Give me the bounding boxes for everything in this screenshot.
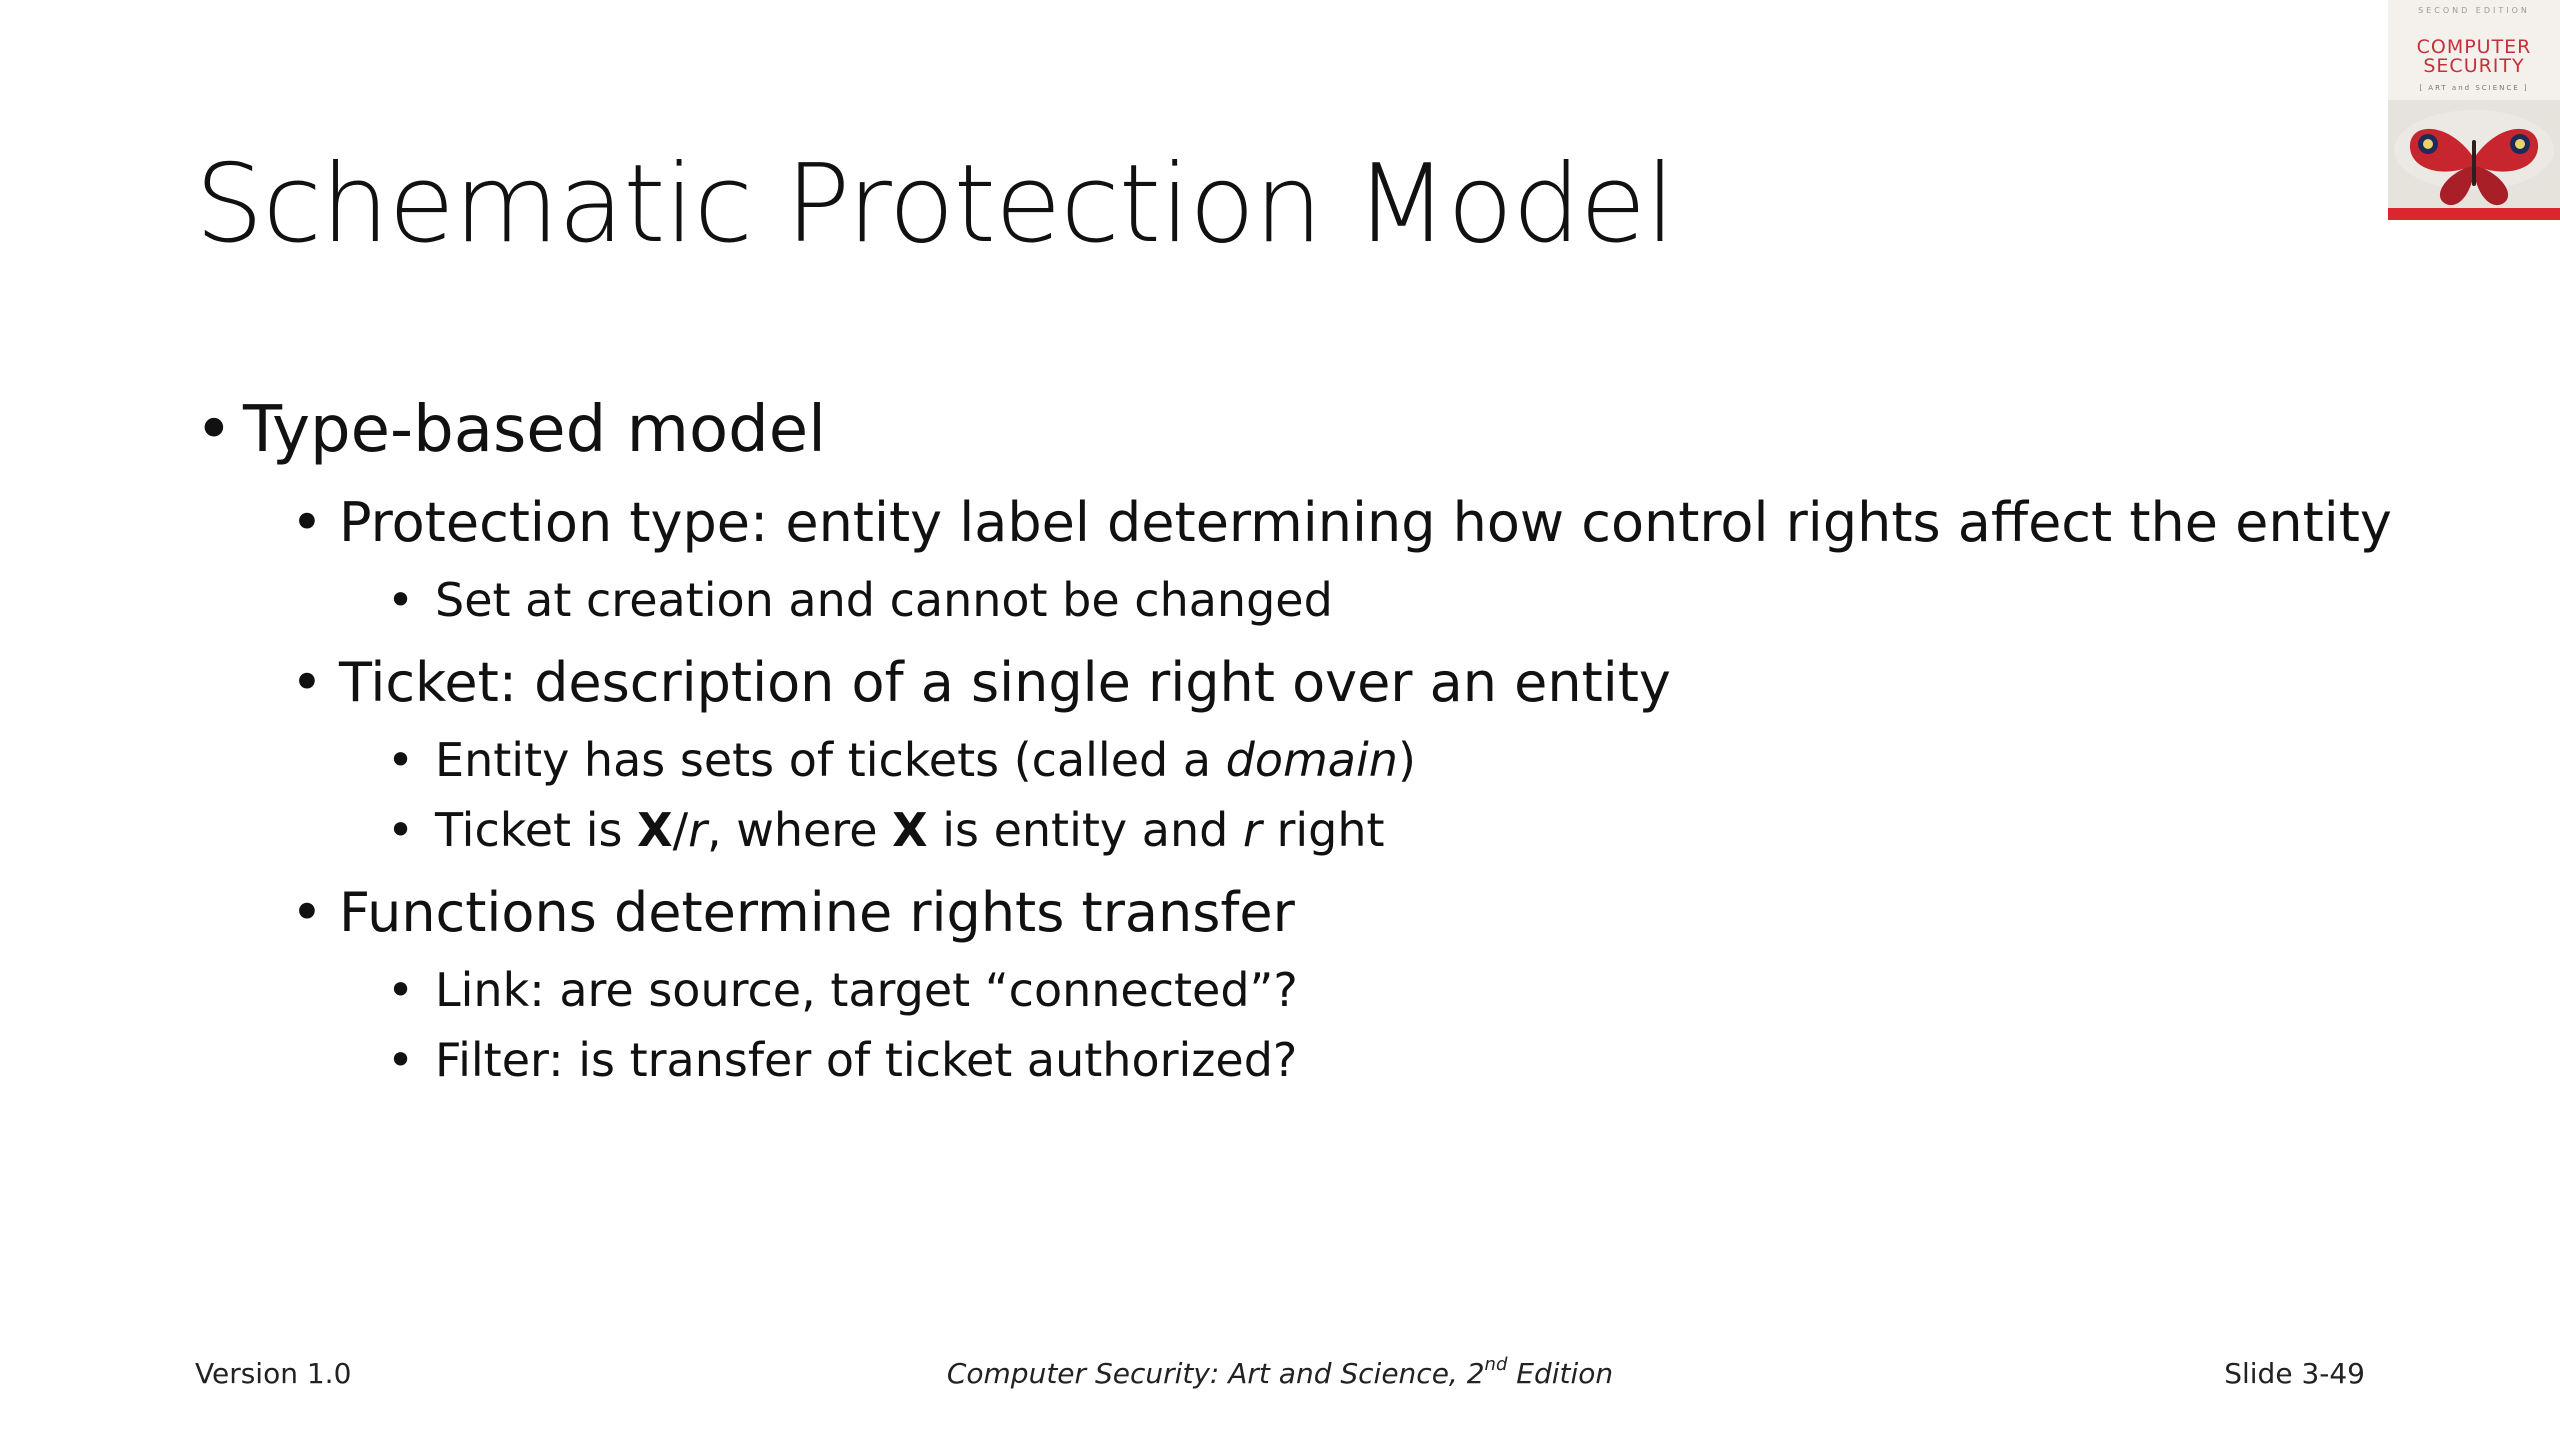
bullet-ticket: • Ticket: description of a single right over an entity	[195, 648, 2395, 718]
ticket-x-1: X	[637, 803, 673, 857]
book-title-line1: COMPUTER	[2416, 36, 2532, 58]
ticket-text-3: , where	[706, 803, 893, 857]
bullet-filter: • Filter: is transfer of ticket authorized?	[195, 1030, 2395, 1090]
bullet-functions: • Functions determine rights transfer	[195, 878, 2395, 948]
ticket-slash: /	[672, 803, 689, 857]
slide-title: Schematic Protection Model	[195, 142, 1675, 267]
domain-text-post: )	[1397, 733, 1416, 787]
footer-version: Version 1.0	[195, 1357, 352, 1390]
book-title	[2388, 38, 2560, 76]
bullet-type-based-model: • Type-based model	[195, 390, 2395, 470]
footer-edition-sup: nd	[1484, 1354, 1508, 1375]
ticket-text-4: is entity and	[927, 803, 1243, 857]
domain-term: domain	[1225, 733, 1398, 787]
ticket-x-2: X	[892, 803, 928, 857]
footer-book-title-pre: Computer Security: Art and Science, 2	[946, 1357, 1485, 1390]
ticket-r-2: r	[1242, 803, 1262, 857]
domain-text-pre: Entity has sets of tickets (called a	[435, 733, 1226, 787]
bullet-entity-domain	[195, 730, 2395, 790]
book-subtitle: [ ART and SCIENCE ]	[2419, 84, 2529, 92]
ticket-text-1: Ticket is	[435, 803, 638, 857]
bullet-link: • Link: are source, target “connected”?	[195, 960, 2395, 1020]
ticket-text-5: right	[1261, 803, 1385, 857]
bullet-list	[195, 390, 2395, 1090]
butterfly-illustration	[2388, 100, 2560, 220]
footer-book-title-post: Edition	[1507, 1357, 1614, 1390]
book-edition: SECOND EDITION	[2418, 6, 2530, 15]
bullet-ticket-notation	[195, 800, 2395, 860]
bullet-protection-type: • Protection type: entity label determining how control rights affect the entity	[195, 488, 2395, 558]
book-cover-image	[2388, 0, 2560, 220]
footer-book-title	[0, 1356, 2560, 1392]
book-title-line2: SECURITY	[2423, 55, 2525, 77]
bullet-set-at-creation: • Set at creation and cannot be changed	[195, 570, 2395, 630]
ticket-r-1: r	[688, 803, 707, 857]
footer-slide-number: Slide 3-49	[2224, 1357, 2365, 1390]
